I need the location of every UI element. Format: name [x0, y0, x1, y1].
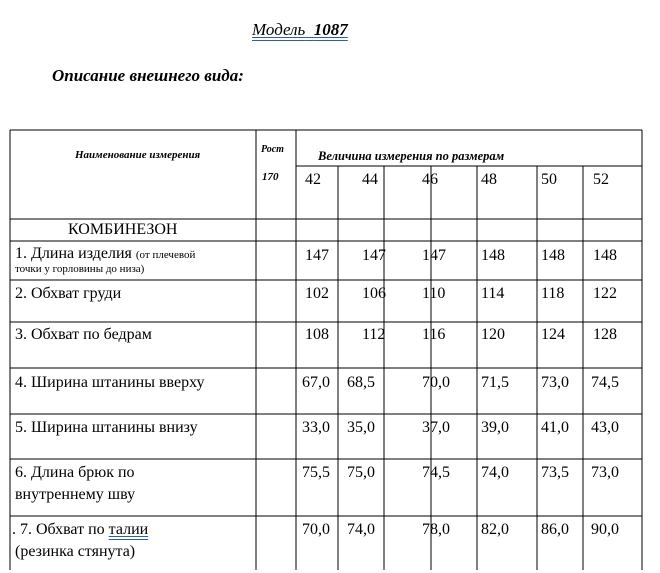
header-height-label: Рост [261, 144, 284, 155]
table-cell: 122 [593, 285, 617, 302]
table-cell: 75,5 [302, 464, 330, 481]
header-measure-name: Наименование измерения [75, 149, 201, 161]
table-row-label: . 7. Обхват по талии [12, 521, 149, 538]
table-cell: 86,0 [541, 521, 569, 538]
size-header: 44 [362, 171, 378, 188]
table-cell: 147 [305, 247, 329, 264]
table-cell: 124 [541, 326, 565, 343]
table-cell: 67,0 [302, 374, 330, 391]
table-cell: 128 [593, 326, 617, 343]
table-cell: 39,0 [481, 419, 509, 436]
model-number: 1087 [313, 20, 348, 39]
table-cell: 90,0 [591, 521, 619, 538]
size-header: 46 [422, 171, 438, 188]
size-header: 48 [481, 171, 497, 188]
table-row-note: точки у горловины до низа) [15, 263, 145, 275]
table-row-label-cont: внутреннему шву [15, 486, 136, 503]
table-row-label: 3. Обхват по бедрам [15, 326, 152, 343]
table-cell: 73,0 [541, 374, 569, 391]
table-cell: 147 [422, 247, 446, 264]
header-height-value: 170 [262, 171, 279, 183]
table-cell: 148 [593, 247, 617, 264]
table-row-label: 2. Обхват груди [15, 285, 122, 302]
table-row-label: 5. Ширина штанины внизу [15, 419, 198, 436]
table-cell: 148 [541, 247, 565, 264]
table-cell: 37,0 [422, 419, 450, 436]
table-cell: 73,5 [541, 464, 569, 481]
table-cell: 41,0 [541, 419, 569, 436]
table-cell: 35,0 [347, 419, 375, 436]
table-cell: 74,5 [422, 464, 450, 481]
description-heading: Описание внешнего вида: [52, 66, 244, 85]
table-cell: 147 [362, 247, 386, 264]
table-cell: 43,0 [591, 419, 619, 436]
table-cell: 112 [362, 326, 386, 343]
table-cell: 73,0 [591, 464, 619, 481]
header-sizes-label: Величина измерения по размерам [318, 149, 505, 163]
table-cell: 75,0 [347, 464, 375, 481]
table-row-label: 1. Длина изделия (от плечевой [15, 245, 196, 262]
table-cell: 74,0 [481, 464, 509, 481]
size-header: 52 [593, 171, 609, 188]
table-cell: 70,0 [302, 521, 330, 538]
table-cell: 74,0 [347, 521, 375, 538]
table-cell: 116 [422, 326, 446, 343]
table-cell: 78,0 [422, 521, 450, 538]
table-row-label-cont: (резинка стянута) [15, 543, 136, 560]
table-cell: 102 [305, 285, 329, 302]
table-cell: 114 [481, 285, 505, 302]
table-cell: 71,5 [481, 374, 509, 391]
section-title: КОМБИНЕЗОН [68, 221, 178, 238]
table-cell: 118 [541, 285, 565, 302]
table-cell: 74,5 [591, 374, 619, 391]
size-header: 42 [305, 171, 321, 188]
model-label: Модель [252, 20, 306, 39]
table-cell: 106 [362, 285, 386, 302]
table-cell: 108 [305, 326, 329, 343]
table-cell: 110 [422, 285, 446, 302]
table-cell: 148 [481, 247, 505, 264]
table-cell: 68,5 [347, 374, 375, 391]
size-header: 50 [541, 171, 557, 188]
table-cell: 33,0 [302, 419, 330, 436]
table-row-label: 4. Ширина штанины вверху [15, 374, 205, 391]
table-cell: 120 [481, 326, 505, 343]
table-row-label: 6. Длина брюк по [15, 464, 135, 481]
table-cell: 82,0 [481, 521, 509, 538]
table-cell: 70,0 [422, 374, 450, 391]
